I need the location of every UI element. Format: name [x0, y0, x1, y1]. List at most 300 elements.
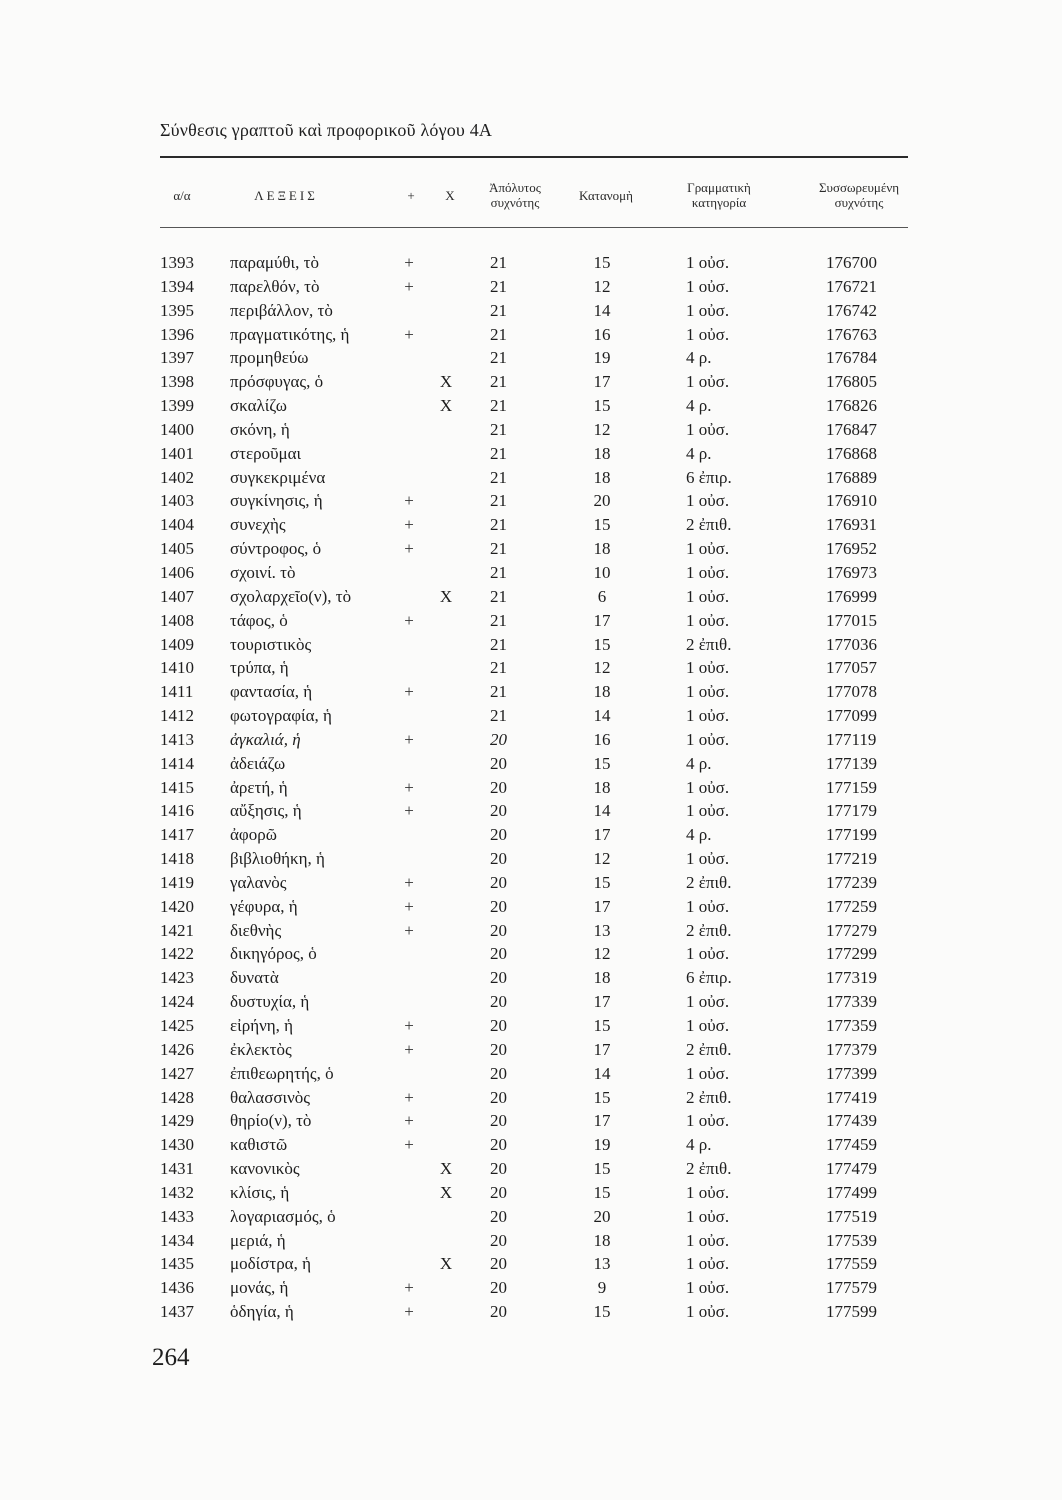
- table-row: [0, 1133, 1062, 1157]
- row-cumulative-frequency: 177015: [826, 610, 877, 630]
- row-absolute-frequency: 20: [490, 1159, 507, 1179]
- row-word: μονάς, ἡ: [230, 1278, 289, 1298]
- row-distribution: 19: [593, 348, 611, 368]
- row-grammatical-category: 1 οὐσ.: [686, 706, 730, 726]
- table-row: [0, 1205, 1062, 1229]
- row-distribution: 15: [593, 253, 611, 272]
- row-absolute-frequency: 21: [490, 682, 507, 702]
- row-number: 1419: [160, 872, 194, 892]
- row-absolute-frequency: 20: [490, 801, 507, 821]
- row-word: παραμύθι, τὸ: [230, 253, 319, 272]
- row-distribution: 14: [593, 706, 611, 726]
- row-number: 1408: [160, 610, 194, 630]
- table-row: [0, 1300, 1062, 1324]
- row-word: γαλανὸς: [230, 872, 287, 892]
- row-grammatical-category: 1 οὐσ.: [686, 1278, 730, 1298]
- table-row: [0, 990, 1062, 1014]
- row-grammatical-category: 1 οὐσ.: [686, 1302, 730, 1322]
- row-absolute-frequency: 21: [490, 253, 507, 272]
- row-cumulative-frequency: 177179: [826, 801, 877, 821]
- header-grammatical-category: Γραμματικὴ κατηγορία: [687, 180, 751, 210]
- row-word: τάφος, ὁ: [230, 610, 288, 630]
- row-word: σχολαρχεῖο(ν), τὸ: [230, 586, 352, 606]
- table-row: [0, 418, 1062, 442]
- row-number: 1412: [160, 706, 194, 726]
- row-absolute-frequency: 20: [490, 825, 507, 845]
- row-number: 1406: [160, 562, 194, 582]
- row-absolute-frequency: 21: [490, 324, 507, 344]
- row-cumulative-frequency: 177119: [826, 729, 877, 749]
- row-grammatical-category: 1 οὐσ.: [686, 682, 730, 702]
- table-row: [0, 847, 1062, 871]
- row-absolute-frequency: 20: [490, 896, 507, 916]
- table-row: [0, 299, 1062, 323]
- row-grammatical-category: 1 οὐσ.: [686, 777, 730, 797]
- row-cumulative-frequency: 177199: [826, 825, 877, 845]
- row-cumulative-frequency: 177139: [826, 753, 877, 773]
- row-grammatical-category: 2 ἐπιθ.: [686, 1159, 732, 1179]
- row-x-mark: Χ: [439, 1182, 453, 1202]
- row-word: ἐπιθεωρητής, ὁ: [230, 1063, 334, 1083]
- row-word: θηρίο(ν), τὸ: [230, 1111, 312, 1131]
- row-word: παρελθόν, τὸ: [230, 276, 320, 296]
- row-distribution: 15: [593, 872, 611, 892]
- row-number: 1420: [160, 896, 194, 916]
- row-distribution: 12: [593, 419, 611, 439]
- row-distribution: 18: [593, 968, 611, 988]
- row-cumulative-frequency: 177299: [826, 944, 877, 964]
- row-cumulative-frequency: 177479: [826, 1159, 877, 1179]
- row-word: σκόνη, ἡ: [230, 419, 290, 439]
- row-grammatical-category: 6 ἐπιρ.: [686, 467, 732, 487]
- row-absolute-frequency: 20: [490, 753, 507, 773]
- row-grammatical-category: 2 ἐπιθ.: [686, 515, 732, 535]
- row-number: 1400: [160, 419, 194, 439]
- table-row: [0, 370, 1062, 394]
- row-word: εἰρήνη, ἡ: [230, 1016, 294, 1035]
- row-number: 1416: [160, 801, 194, 821]
- row-number: 1421: [160, 920, 194, 940]
- row-cumulative-frequency: 177259: [826, 896, 877, 916]
- row-plus-mark: +: [404, 515, 414, 535]
- row-word: τουριστικὸς: [230, 634, 312, 654]
- row-cumulative-frequency: 176931: [826, 515, 877, 535]
- row-number: 1404: [160, 515, 194, 535]
- row-word: δυνατὰ: [230, 968, 279, 988]
- row-grammatical-category: 1 οὐσ.: [686, 1206, 730, 1226]
- row-plus-mark: +: [404, 777, 414, 797]
- table-row: [0, 942, 1062, 966]
- row-grammatical-category: 1 οὐσ.: [686, 1016, 730, 1035]
- row-plus-mark: +: [404, 610, 414, 630]
- row-word: βιβλιοθήκη, ἡ: [230, 849, 325, 869]
- row-absolute-frequency: 20: [490, 1063, 507, 1083]
- row-distribution: 14: [593, 300, 611, 320]
- row-word: πρόσφυγας, ὁ: [230, 372, 324, 392]
- row-absolute-frequency: 21: [490, 706, 507, 726]
- row-word: δυστυχία, ἡ: [230, 992, 310, 1012]
- row-plus-mark: +: [404, 729, 414, 749]
- row-number: 1434: [160, 1230, 194, 1250]
- row-word: περιβάλλον, τὸ: [230, 300, 333, 320]
- row-number: 1424: [160, 992, 194, 1012]
- row-absolute-frequency: 20: [490, 1254, 507, 1274]
- row-plus-mark: +: [404, 682, 414, 702]
- table-row: [0, 704, 1062, 728]
- table-row: [0, 966, 1062, 990]
- row-absolute-frequency: 21: [490, 443, 507, 463]
- row-distribution: 17: [593, 372, 611, 392]
- row-plus-mark: +: [404, 1087, 414, 1107]
- table-row: [0, 1229, 1062, 1253]
- table-row: [0, 871, 1062, 895]
- row-word: σύντροφος, ὁ: [230, 539, 322, 559]
- row-grammatical-category: 1 οὐσ.: [686, 658, 730, 678]
- row-word: δικηγόρος, ὁ: [230, 944, 317, 964]
- row-distribution: 19: [593, 1135, 611, 1155]
- row-grammatical-category: 1 οὐσ.: [686, 491, 730, 511]
- table-row: [0, 1181, 1062, 1205]
- row-number: 1396: [160, 324, 194, 344]
- row-absolute-frequency: 20: [490, 729, 507, 749]
- row-distribution: 13: [593, 1254, 611, 1274]
- row-cumulative-frequency: 176847: [826, 419, 877, 439]
- row-absolute-frequency: 20: [490, 1087, 507, 1107]
- row-number: 1393: [160, 253, 194, 272]
- row-number: 1403: [160, 491, 194, 511]
- row-x-mark: Χ: [439, 372, 453, 392]
- row-number: 1399: [160, 396, 194, 416]
- row-absolute-frequency: 21: [490, 562, 507, 582]
- row-cumulative-frequency: 176742: [826, 300, 877, 320]
- row-plus-mark: +: [404, 801, 414, 821]
- header-top-rule: [160, 156, 908, 158]
- row-number: 1427: [160, 1063, 194, 1083]
- row-distribution: 15: [593, 396, 611, 416]
- row-distribution: 20: [593, 491, 611, 511]
- row-absolute-frequency: 20: [490, 1230, 507, 1250]
- row-cumulative-frequency: 177036: [826, 634, 877, 654]
- row-absolute-frequency: 21: [490, 515, 507, 535]
- row-number: 1428: [160, 1087, 194, 1107]
- row-distribution: 15: [593, 1087, 611, 1107]
- row-distribution: 6: [597, 586, 607, 606]
- row-word: μοδίστρα, ἡ: [230, 1254, 311, 1274]
- row-distribution: 18: [593, 443, 611, 463]
- table-row: [0, 323, 1062, 347]
- table-body: [0, 251, 1062, 1324]
- table-row: [0, 1014, 1062, 1038]
- row-grammatical-category: 1 οὐσ.: [686, 562, 730, 582]
- row-number: 1430: [160, 1135, 194, 1155]
- table-row: [0, 656, 1062, 680]
- row-distribution: 18: [593, 777, 611, 797]
- row-grammatical-category: 1 οὐσ.: [686, 1063, 730, 1083]
- table-row: [0, 275, 1062, 299]
- table-row: [0, 776, 1062, 800]
- row-grammatical-category: 2 ἐπιθ.: [686, 920, 732, 940]
- row-number: 1431: [160, 1159, 194, 1179]
- table-row: [0, 1252, 1062, 1276]
- row-word: ἀρετή, ἡ: [230, 777, 288, 797]
- row-grammatical-category: 2 ἐπιθ.: [686, 1087, 732, 1107]
- row-cumulative-frequency: 176721: [826, 276, 877, 296]
- row-grammatical-category: 4 ρ.: [686, 825, 712, 845]
- row-cumulative-frequency: 176952: [826, 539, 877, 559]
- row-absolute-frequency: 21: [490, 276, 507, 296]
- table-row: [0, 489, 1062, 513]
- row-plus-mark: +: [404, 1278, 414, 1298]
- row-distribution: 20: [593, 1206, 611, 1226]
- row-number: 1415: [160, 777, 194, 797]
- row-plus-mark: +: [404, 491, 414, 511]
- row-absolute-frequency: 20: [490, 992, 507, 1012]
- row-distribution: 12: [593, 276, 611, 296]
- row-distribution: 17: [593, 610, 611, 630]
- row-cumulative-frequency: 176826: [826, 396, 877, 416]
- row-grammatical-category: 1 οὐσ.: [686, 276, 730, 296]
- row-number: 1425: [160, 1016, 194, 1035]
- header-absolute-frequency: Ἀπόλυτος συχνότης: [489, 180, 541, 210]
- row-absolute-frequency: 21: [490, 396, 507, 416]
- row-cumulative-frequency: 176700: [826, 253, 877, 272]
- row-distribution: 17: [593, 1039, 611, 1059]
- row-word: πραγματικότης, ἡ: [230, 324, 350, 344]
- row-cumulative-frequency: 177559: [826, 1254, 877, 1274]
- row-word: μεριά, ἡ: [230, 1230, 286, 1250]
- table-row: [0, 466, 1062, 490]
- row-absolute-frequency: 20: [490, 1278, 507, 1298]
- row-grammatical-category: 1 οὐσ.: [686, 253, 730, 272]
- row-word: κλίσις, ἡ: [230, 1182, 290, 1202]
- row-cumulative-frequency: 177078: [826, 682, 877, 702]
- row-plus-mark: +: [404, 276, 414, 296]
- row-number: 1395: [160, 300, 194, 320]
- row-distribution: 16: [593, 324, 611, 344]
- row-cumulative-frequency: 176973: [826, 562, 877, 582]
- table-row: [0, 609, 1062, 633]
- row-cumulative-frequency: 177579: [826, 1278, 877, 1298]
- row-grammatical-category: 1 οὐσ.: [686, 586, 730, 606]
- row-cumulative-frequency: 176763: [826, 324, 877, 344]
- row-word: συνεχὴς: [230, 515, 286, 535]
- header-index: α/α: [173, 187, 191, 203]
- row-absolute-frequency: 21: [490, 300, 507, 320]
- row-plus-mark: +: [404, 1302, 414, 1322]
- row-grammatical-category: 6 ἐπιρ.: [686, 968, 732, 988]
- row-cumulative-frequency: 177359: [826, 1016, 877, 1035]
- row-cumulative-frequency: 177459: [826, 1135, 877, 1155]
- row-absolute-frequency: 21: [490, 634, 507, 654]
- row-cumulative-frequency: 177419: [826, 1087, 877, 1107]
- row-absolute-frequency: 21: [490, 372, 507, 392]
- row-distribution: 14: [593, 801, 611, 821]
- row-number: 1437: [160, 1302, 194, 1322]
- row-absolute-frequency: 20: [490, 1039, 507, 1059]
- row-cumulative-frequency: 177379: [826, 1039, 877, 1059]
- row-cumulative-frequency: 177319: [826, 968, 877, 988]
- row-word: καθιστῶ: [230, 1135, 288, 1155]
- row-word: ἀδειάζω: [230, 753, 286, 773]
- row-grammatical-category: 1 οὐσ.: [686, 372, 730, 392]
- row-cumulative-frequency: 177539: [826, 1230, 877, 1250]
- row-grammatical-category: 1 οὐσ.: [686, 1230, 730, 1250]
- row-word: γέφυρα, ἡ: [230, 896, 298, 916]
- row-number: 1418: [160, 849, 194, 869]
- row-x-mark: Χ: [439, 1159, 453, 1179]
- row-grammatical-category: 2 ἐπιθ.: [686, 1039, 732, 1059]
- table-row: [0, 251, 1062, 275]
- row-distribution: 15: [593, 1302, 611, 1322]
- row-cumulative-frequency: 177339: [826, 992, 877, 1012]
- row-cumulative-frequency: 177219: [826, 849, 877, 869]
- row-word: ὁδηγία, ἡ: [230, 1302, 294, 1322]
- row-word: ἀφορῶ: [230, 825, 277, 845]
- row-absolute-frequency: 21: [490, 586, 507, 606]
- table-row: [0, 1157, 1062, 1181]
- row-cumulative-frequency: 176868: [826, 443, 877, 463]
- row-number: 1417: [160, 825, 194, 845]
- table-row: [0, 1109, 1062, 1133]
- row-plus-mark: +: [404, 896, 414, 916]
- row-distribution: 10: [593, 562, 611, 582]
- table-row: [0, 394, 1062, 418]
- table-row: [0, 442, 1062, 466]
- row-absolute-frequency: 21: [490, 467, 507, 487]
- row-absolute-frequency: 20: [490, 944, 507, 964]
- row-cumulative-frequency: 177057: [826, 658, 877, 678]
- row-grammatical-category: 1 οὐσ.: [686, 896, 730, 916]
- row-plus-mark: +: [404, 1039, 414, 1059]
- row-plus-mark: +: [404, 324, 414, 344]
- table-row: [0, 585, 1062, 609]
- page-title: Σύνθεσις γραπτοῦ καὶ προφορικοῦ λόγου 4Α: [160, 120, 493, 140]
- row-absolute-frequency: 21: [490, 419, 507, 439]
- row-grammatical-category: 1 οὐσ.: [686, 729, 730, 749]
- row-grammatical-category: 1 οὐσ.: [686, 801, 730, 821]
- table-row: [0, 561, 1062, 585]
- row-word: σκαλίζω: [230, 396, 287, 416]
- row-word: φαντασία, ἡ: [230, 682, 313, 702]
- row-grammatical-category: 1 οὐσ.: [686, 1111, 730, 1131]
- row-x-mark: Χ: [439, 586, 453, 606]
- row-grammatical-category: 4 ρ.: [686, 396, 712, 416]
- row-cumulative-frequency: 177439: [826, 1111, 877, 1131]
- row-number: 1409: [160, 634, 194, 654]
- row-number: 1414: [160, 753, 194, 773]
- table-row: [0, 346, 1062, 370]
- table-row: [0, 680, 1062, 704]
- row-number: 1422: [160, 944, 194, 964]
- row-cumulative-frequency: 176999: [826, 586, 877, 606]
- table-header: [0, 168, 1062, 222]
- table-row: [0, 752, 1062, 776]
- row-cumulative-frequency: 177519: [826, 1206, 877, 1226]
- row-plus-mark: +: [404, 253, 414, 272]
- row-absolute-frequency: 20: [490, 968, 507, 988]
- row-word: φωτογραφία, ἡ: [230, 706, 332, 726]
- row-plus-mark: +: [404, 539, 414, 559]
- header-bottom-rule: [160, 227, 908, 228]
- row-number: 1436: [160, 1278, 194, 1298]
- table-row: [0, 728, 1062, 752]
- row-grammatical-category: 4 ρ.: [686, 753, 712, 773]
- row-plus-mark: +: [404, 920, 414, 940]
- row-distribution: 14: [593, 1063, 611, 1083]
- row-number: 1397: [160, 348, 194, 368]
- row-distribution: 9: [597, 1278, 607, 1298]
- row-cumulative-frequency: 177159: [826, 777, 877, 797]
- row-word: λογαριασμός, ὁ: [230, 1206, 336, 1226]
- row-grammatical-category: 1 οὐσ.: [686, 944, 730, 964]
- row-absolute-frequency: 21: [490, 658, 507, 678]
- row-grammatical-category: 2 ἐπιθ.: [686, 872, 732, 892]
- row-grammatical-category: 1 οὐσ.: [686, 1254, 730, 1274]
- row-number: 1413: [160, 729, 194, 749]
- row-cumulative-frequency: 177499: [826, 1182, 877, 1202]
- row-grammatical-category: 4 ρ.: [686, 443, 712, 463]
- row-absolute-frequency: 20: [490, 1302, 507, 1322]
- row-distribution: 18: [593, 467, 611, 487]
- row-distribution: 12: [593, 944, 611, 964]
- row-cumulative-frequency: 177239: [826, 872, 877, 892]
- row-number: 1407: [160, 586, 194, 606]
- row-absolute-frequency: 20: [490, 1111, 507, 1131]
- row-word: συγκίνησις, ἡ: [230, 491, 323, 511]
- table-row: [0, 513, 1062, 537]
- row-grammatical-category: 1 οὐσ.: [686, 300, 730, 320]
- row-distribution: 17: [593, 992, 611, 1012]
- row-number: 1429: [160, 1111, 194, 1131]
- row-plus-mark: +: [404, 1016, 414, 1035]
- row-distribution: 13: [593, 920, 611, 940]
- row-absolute-frequency: 21: [490, 348, 507, 368]
- row-word: αὔξησις, ἡ: [230, 801, 302, 821]
- row-cumulative-frequency: 176910: [826, 491, 877, 511]
- header-distribution: Κατανομὴ: [579, 187, 633, 203]
- table-row: [0, 633, 1062, 657]
- row-word: ἀγκαλιά, ἡ: [230, 729, 301, 749]
- header-plus: +: [407, 187, 415, 203]
- table-row: [0, 537, 1062, 561]
- row-distribution: 12: [593, 849, 611, 869]
- row-grammatical-category: 1 οὐσ.: [686, 419, 730, 439]
- row-cumulative-frequency: 176805: [826, 372, 877, 392]
- row-absolute-frequency: 20: [490, 1182, 507, 1202]
- table-row: [0, 1062, 1062, 1086]
- table-row: [0, 1086, 1062, 1110]
- header-x: Χ: [445, 187, 455, 203]
- row-number: 1402: [160, 467, 194, 487]
- table-row: [0, 895, 1062, 919]
- row-grammatical-category: 1 οὐσ.: [686, 324, 730, 344]
- row-distribution: 12: [593, 658, 611, 678]
- row-grammatical-category: 1 οὐσ.: [686, 539, 730, 559]
- row-distribution: 16: [593, 729, 611, 749]
- row-cumulative-frequency: 176784: [826, 348, 877, 368]
- row-cumulative-frequency: 177399: [826, 1063, 877, 1083]
- row-word: σχοινί. τὸ: [230, 562, 296, 582]
- row-number: 1405: [160, 539, 194, 559]
- row-grammatical-category: 2 ἐπιθ.: [686, 634, 732, 654]
- row-word: στεροῦμαι: [230, 443, 302, 463]
- table-row: [0, 823, 1062, 847]
- row-absolute-frequency: 20: [490, 1016, 507, 1035]
- row-distribution: 17: [593, 825, 611, 845]
- row-plus-mark: +: [404, 872, 414, 892]
- row-word: τρύπα, ἡ: [230, 658, 289, 678]
- row-plus-mark: +: [404, 1135, 414, 1155]
